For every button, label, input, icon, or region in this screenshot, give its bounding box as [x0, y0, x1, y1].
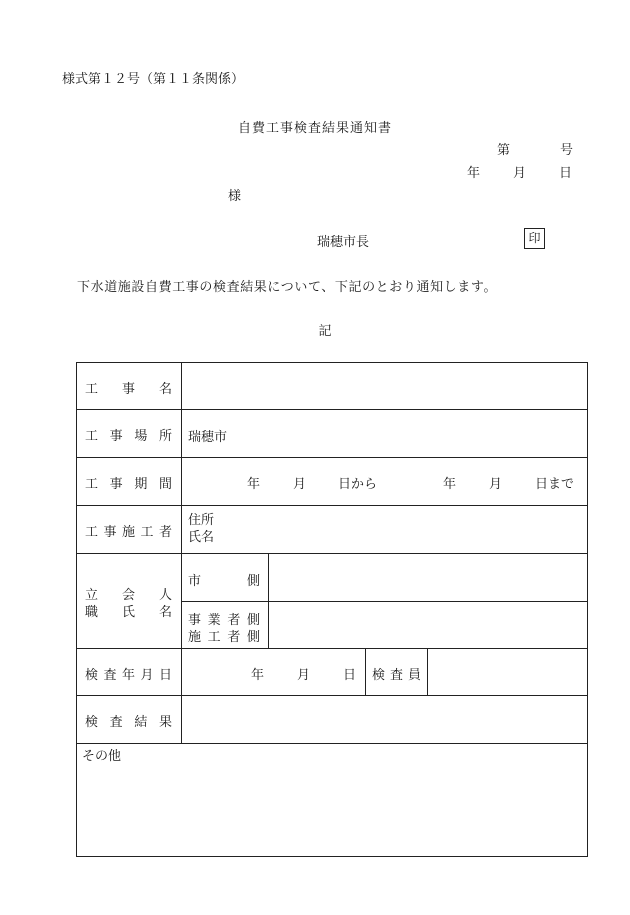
result-label: [85, 711, 172, 730]
label-char: 年: [121, 668, 135, 683]
label-char: 会: [121, 588, 135, 603]
label-char: 査: [103, 668, 117, 683]
label-char: 名: [158, 382, 172, 397]
period-label: [85, 473, 172, 492]
document-number: [497, 139, 573, 158]
row-divider: [77, 743, 587, 744]
inspection-date-label: [85, 664, 172, 683]
recipient-suffix: 様: [228, 189, 242, 204]
label-char: 事: [188, 613, 202, 628]
date-year-label: 年: [467, 166, 481, 181]
label-char: 者: [227, 613, 241, 628]
label-char: 施: [121, 525, 135, 540]
label-char: 期: [134, 477, 148, 492]
period-from: 日から: [338, 477, 378, 492]
result-field[interactable]: [182, 696, 587, 743]
row-witness: [77, 554, 181, 648]
other-field[interactable]: [77, 763, 587, 855]
label-char: 施: [188, 630, 202, 645]
name-label: 氏名: [188, 530, 215, 545]
construction-name-label: [85, 378, 172, 397]
number-prefix: 第: [497, 143, 511, 158]
location-label: [85, 425, 172, 444]
issue-date: [467, 162, 572, 181]
city-side-label: [188, 570, 260, 589]
period-to: 日まで: [535, 477, 575, 492]
construction-name-field[interactable]: [182, 364, 587, 409]
row-location: [77, 410, 181, 457]
label-char: 工: [85, 429, 99, 444]
inspection-day: 日: [343, 668, 357, 683]
column-divider: [365, 648, 366, 695]
row-divider: [181, 601, 587, 602]
label-char: 事: [121, 382, 135, 397]
address-label: 住所: [188, 513, 215, 528]
label-char: 市: [188, 574, 202, 589]
label-char: 氏: [121, 605, 135, 620]
label-char: 検: [85, 715, 99, 730]
label-char: 立: [85, 588, 99, 603]
row-inspection-date: [77, 649, 181, 695]
label-char: 検: [85, 668, 99, 683]
label-char: 名: [158, 605, 172, 620]
row-result: [77, 696, 181, 743]
label-char: 日: [158, 668, 172, 683]
row-period: [77, 458, 181, 505]
label-char: 側: [246, 574, 260, 589]
label-char: 事: [109, 477, 123, 492]
contractor-fields: [188, 512, 214, 546]
period-year-1: 年: [247, 477, 261, 492]
label-char: 結: [134, 715, 148, 730]
column-divider: [268, 553, 269, 648]
label-char: 事: [109, 429, 123, 444]
notice-body-text: 下水道施設自費工事の検査結果について、下記のとおり通知します。: [77, 280, 498, 295]
inspector-label: [372, 664, 421, 683]
issuer-name: 瑞穂市長: [317, 235, 370, 250]
contractor-label: [85, 521, 172, 540]
location-value[interactable]: 瑞穂市: [188, 430, 228, 445]
label-char: 工: [140, 525, 154, 540]
date-day-label: 日: [559, 166, 573, 181]
label-char: 果: [158, 715, 172, 730]
label-char: 側: [246, 613, 260, 628]
label-char: 者: [158, 525, 172, 540]
label-char: 工: [85, 525, 99, 540]
period-month-1: 月: [293, 477, 307, 492]
witness-label-line2: [85, 601, 172, 620]
label-char: 間: [158, 477, 172, 492]
ki-heading: 記: [318, 324, 332, 339]
label-char: 員: [407, 668, 421, 683]
period-year-2: 年: [443, 477, 457, 492]
label-char: 者: [227, 630, 241, 645]
number-suffix: 号: [560, 143, 574, 158]
inspection-month: 月: [297, 668, 311, 683]
label-char: 検: [372, 668, 386, 683]
label-char: 業: [207, 613, 221, 628]
document-title: 自費工事検査結果通知書: [237, 121, 392, 136]
builder-side-label: [188, 626, 260, 645]
label-char: 側: [246, 630, 260, 645]
label-char: 工: [207, 630, 221, 645]
other-label: その他: [82, 749, 122, 764]
label-char: 所: [158, 429, 172, 444]
label-char: 査: [109, 715, 123, 730]
label-char: 月: [140, 668, 154, 683]
label-char: 査: [389, 668, 403, 683]
inspection-result-table: [76, 362, 588, 857]
label-char: 事: [103, 525, 117, 540]
period-month-2: 月: [489, 477, 503, 492]
row-construction-name: [77, 363, 181, 409]
seal-mark: 印: [524, 228, 545, 249]
label-char: 人: [158, 588, 172, 603]
column-divider: [427, 648, 428, 695]
row-contractor: [77, 506, 181, 553]
column-divider: [181, 363, 182, 743]
label-char: 工: [85, 382, 99, 397]
label-char: 工: [85, 477, 99, 492]
date-month-label: 月: [513, 166, 527, 181]
form-number: 様式第１２号（第１１条関係）: [62, 72, 245, 87]
inspection-year: 年: [251, 668, 265, 683]
label-char: 職: [85, 605, 99, 620]
label-char: 場: [134, 429, 148, 444]
